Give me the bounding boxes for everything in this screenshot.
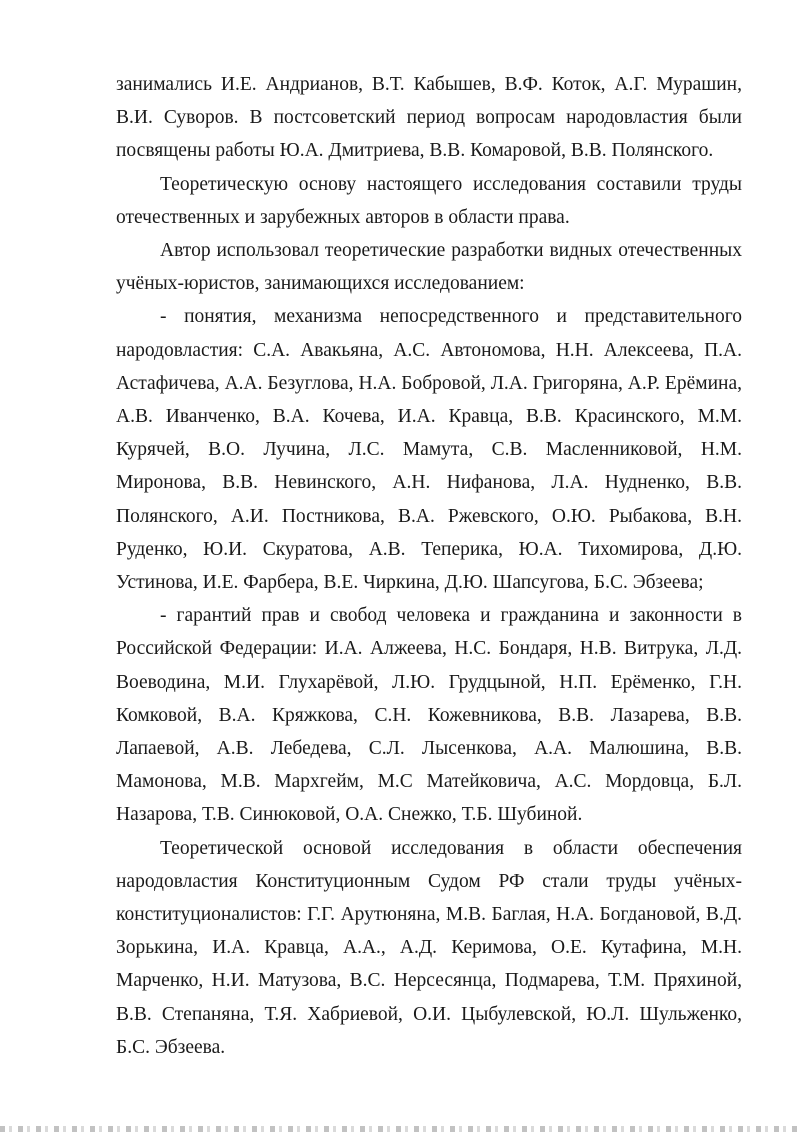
list-item-democracy-concepts: - понятия, механизма непосредственного и представительного народовластия: С.А. Авакьяна, А.С. Автономова, Н.Н. Алексеева, П.А. Астафичева, А.А. Безуглова, Н.А. Бобровой, Л.А. Григоряна, А.Р. Ерёмина, А.В. Иванченко, В.А. Кочева, И.А. Кравца, В.В. Красинского, М.М. Курячей, В.О. Лучина, Л.С. Мамута, С.В. Масленниковой, Н.М. Миронова, В.В. Невинского, А.Н. Нифанова, Л.А. Нудненко, В.В. Полянского, А.И. Постникова, В.А. Ржевского, О.Ю. Рыбакова, В.Н. Руденко, Ю.И. Скуратова, А.В. Теперика, Ю.А. Тихомирова, Д.Ю. Устинова, И.Е. Фарбера, В.Е. Чиркина, Д.Ю. Шапсугова, Б.С. Эбзеева;	[116, 306, 742, 594]
paragraph-constitutional-court: Теоретической основой исследования в области обеспечения народовластия Конституционным Судом РФ стали труды учёных-конституционалистов: Г.Г. Арутюняна, М.В. Баглая, Н.А. Богдановой, В.Д. Зорькина, И.А. Кравца, А.А., А.Д. Керимова, О.Е. Кутафина, М.Н. Марченко, Н.И. Матузова, В.С. Нерсесянца, Подмарева, Т.М. Пряхиной, В.В. Степаняна, Т.Я. Хабриевой, О.И. Цыбулевской, Ю.Л. Шульженко, Б.С. Эбзеева.	[116, 837, 742, 1058]
scan-edge-artifact	[0, 1126, 800, 1132]
paragraph-continuation: занимались И.Е. Андрианов, В.Т. Кабышев, В.Ф. Коток, А.Г. Мурашин, В.И. Суворов. В постсоветский период вопросам народовластия были посвящены работы Ю.А. Дмитриева, В.В. Комаровой, В.В. Полянского.	[116, 74, 742, 162]
list-item-rights-guarantees: - гарантий прав и свобод человека и гражданина и законности в Российской Федерации: И.А. Алжеева, Н.С. Бондаря, Н.В. Витрука, Л.Д. Воеводина, М.И. Глухарёвой, Л.Ю. Грудцыной, Н.П. Ерёменко, Г.Н. Комковой, В.А. Кряжкова, С.Н. Кожевникова, В.В. Лазарева, В.В. Лапаевой, А.В. Лебедева, С.Л. Лысенкова, А.А. Малюшина, В.В. Мамонова, М.В. Мархгейм, М.С Матейковича, А.С. Мордовца, Б.Л. Назарова, Т.В. Синюковой, О.А. Снежко, Т.Б. Шубиной.	[116, 605, 742, 826]
document-page	[116, 68, 742, 1064]
paragraph-theoretical-basis: Теоретическую основу настоящего исследования составили труды отечественных и зарубежных авторов в области права.	[116, 173, 742, 228]
paragraph-author-used: Автор использовал теоретические разработки видных отечественных учёных-юристов, занимающихся исследованием:	[116, 240, 742, 295]
